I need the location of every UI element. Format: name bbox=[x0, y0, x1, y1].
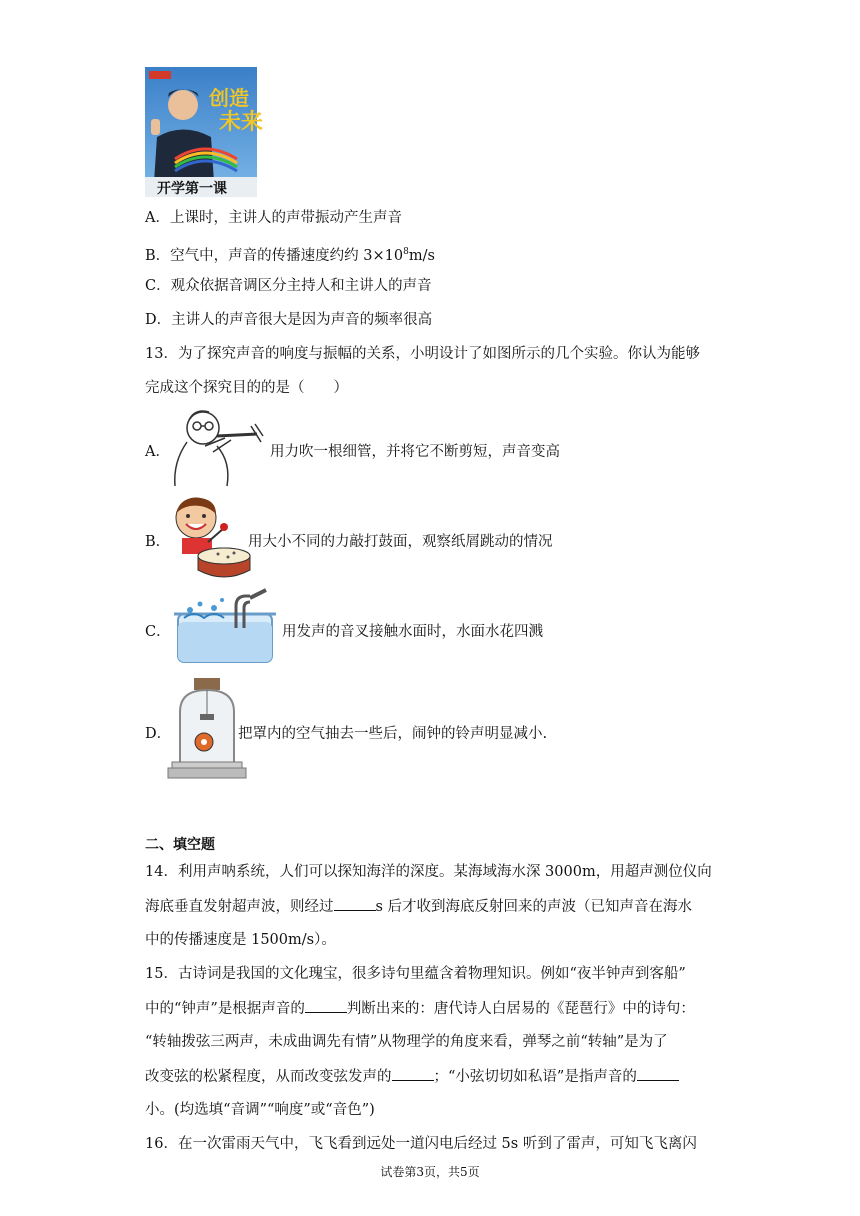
q13-option-d-letter: D． bbox=[145, 726, 172, 742]
q13-option-d-text: 把罩内的空气抽去一些后，闹钟的铃声明显减小. bbox=[238, 726, 548, 742]
q15-answer-blank-1[interactable] bbox=[305, 998, 347, 1013]
q13-stem-line1: 13．为了探究声音的响度与振幅的关系，小明设计了如图所示的几个实验。你认为能够 bbox=[145, 346, 700, 362]
q12-option-b bbox=[145, 242, 435, 266]
bell-jar-clock-icon bbox=[166, 672, 248, 784]
q13-option-c-letter: C． bbox=[145, 624, 171, 640]
q15-line4-part1: 改变弦的松紧程度，从而改变弦发声的 bbox=[145, 1069, 392, 1085]
q14-line2-part2: s 后才收到海底反射回来的声波（已知声音在海水 bbox=[375, 899, 693, 915]
q14-line2-part1: 海底垂直发射超声波，则经过 bbox=[145, 899, 334, 915]
tuning-fork-water-icon bbox=[170, 588, 280, 666]
q15-line1: 15．古诗词是我国的文化瑰宝，很多诗句里蕴含着物理知识。例如“夜半钟声到客船” bbox=[145, 966, 686, 982]
page-footer: 试卷第3页，共5页 bbox=[380, 1165, 480, 1179]
q13-option-b-text: 用大小不同的力敲打鼓面，观察纸屑跳动的情况 bbox=[248, 534, 553, 550]
boy-drum-icon bbox=[166, 494, 248, 580]
q13-option-a-text: 用力吹一根细管，并将它不断剪短，声音变高 bbox=[270, 444, 560, 460]
q12-option-b-text: B．空气中，声音的传播速度约约 3×10 bbox=[145, 247, 404, 264]
q13-option-a-letter: A． bbox=[145, 444, 170, 460]
q14-line3: 中的传播速度是 1500m/s）。 bbox=[145, 932, 336, 948]
q15-line2 bbox=[145, 998, 695, 1019]
q12-option-a: A．上课时，主讲人的声带振动产生声音 bbox=[145, 210, 402, 226]
q14-line2 bbox=[145, 896, 692, 917]
q15-line5: 小。(均选填“音调”“响度”或“音色”) bbox=[145, 1102, 375, 1118]
svg-text:创造: 创造 bbox=[209, 86, 249, 110]
lecture-poster-image bbox=[145, 67, 264, 197]
q13-option-b-letter: B． bbox=[145, 534, 171, 550]
q16-line1: 16．在一次雷雨天气中，飞飞看到远处一道闪电后经过 5s 听到了雷声，可知飞飞离闪 bbox=[145, 1136, 697, 1152]
q12-option-c: C．观众依据音调区分主持人和主讲人的声音 bbox=[145, 278, 432, 294]
q15-line4 bbox=[145, 1066, 679, 1087]
q15-answer-blank-3[interactable] bbox=[637, 1066, 679, 1081]
q15-line3: “转轴拨弦三两声，未成曲调先有情”从物理学的角度来看，弹琴之前“转轴”是为了 bbox=[145, 1034, 668, 1050]
q14-answer-blank[interactable] bbox=[334, 896, 376, 911]
q15-answer-blank-2[interactable] bbox=[392, 1066, 434, 1081]
q15-line4-part2: ；“小弦切切如私语”是指声音的 bbox=[433, 1069, 637, 1085]
person-blowing-tube-icon bbox=[165, 402, 267, 488]
q14-line1: 14．利用声呐系统，人们可以探知海洋的深度。某海域海水深 3000m，用超声测位仪向 bbox=[145, 864, 712, 880]
svg-text:未来: 未来 bbox=[219, 110, 264, 135]
q12-option-d: D．主讲人的声音很大是因为声音的频率很高 bbox=[145, 312, 433, 328]
q13-stem-line2: 完成这个探究目的的是（ ） bbox=[145, 380, 348, 396]
section-title-fill-in: 二、填空题 bbox=[145, 837, 215, 853]
q15-line2-part2: 判断出来的：唐代诗人白居易的《琵琶行》中的诗句： bbox=[346, 1001, 695, 1017]
q15-line2-part1: 中的“钟声”是根据声音的 bbox=[145, 1001, 305, 1017]
q12-option-b-exponent: 8 bbox=[403, 247, 409, 257]
q12-option-b-unit: m/s bbox=[408, 247, 435, 264]
svg-text:开学第一课: 开学第一课 bbox=[157, 181, 227, 197]
q13-option-c-text: 用发声的音叉接触水面时，水面水花四溅 bbox=[282, 624, 543, 640]
